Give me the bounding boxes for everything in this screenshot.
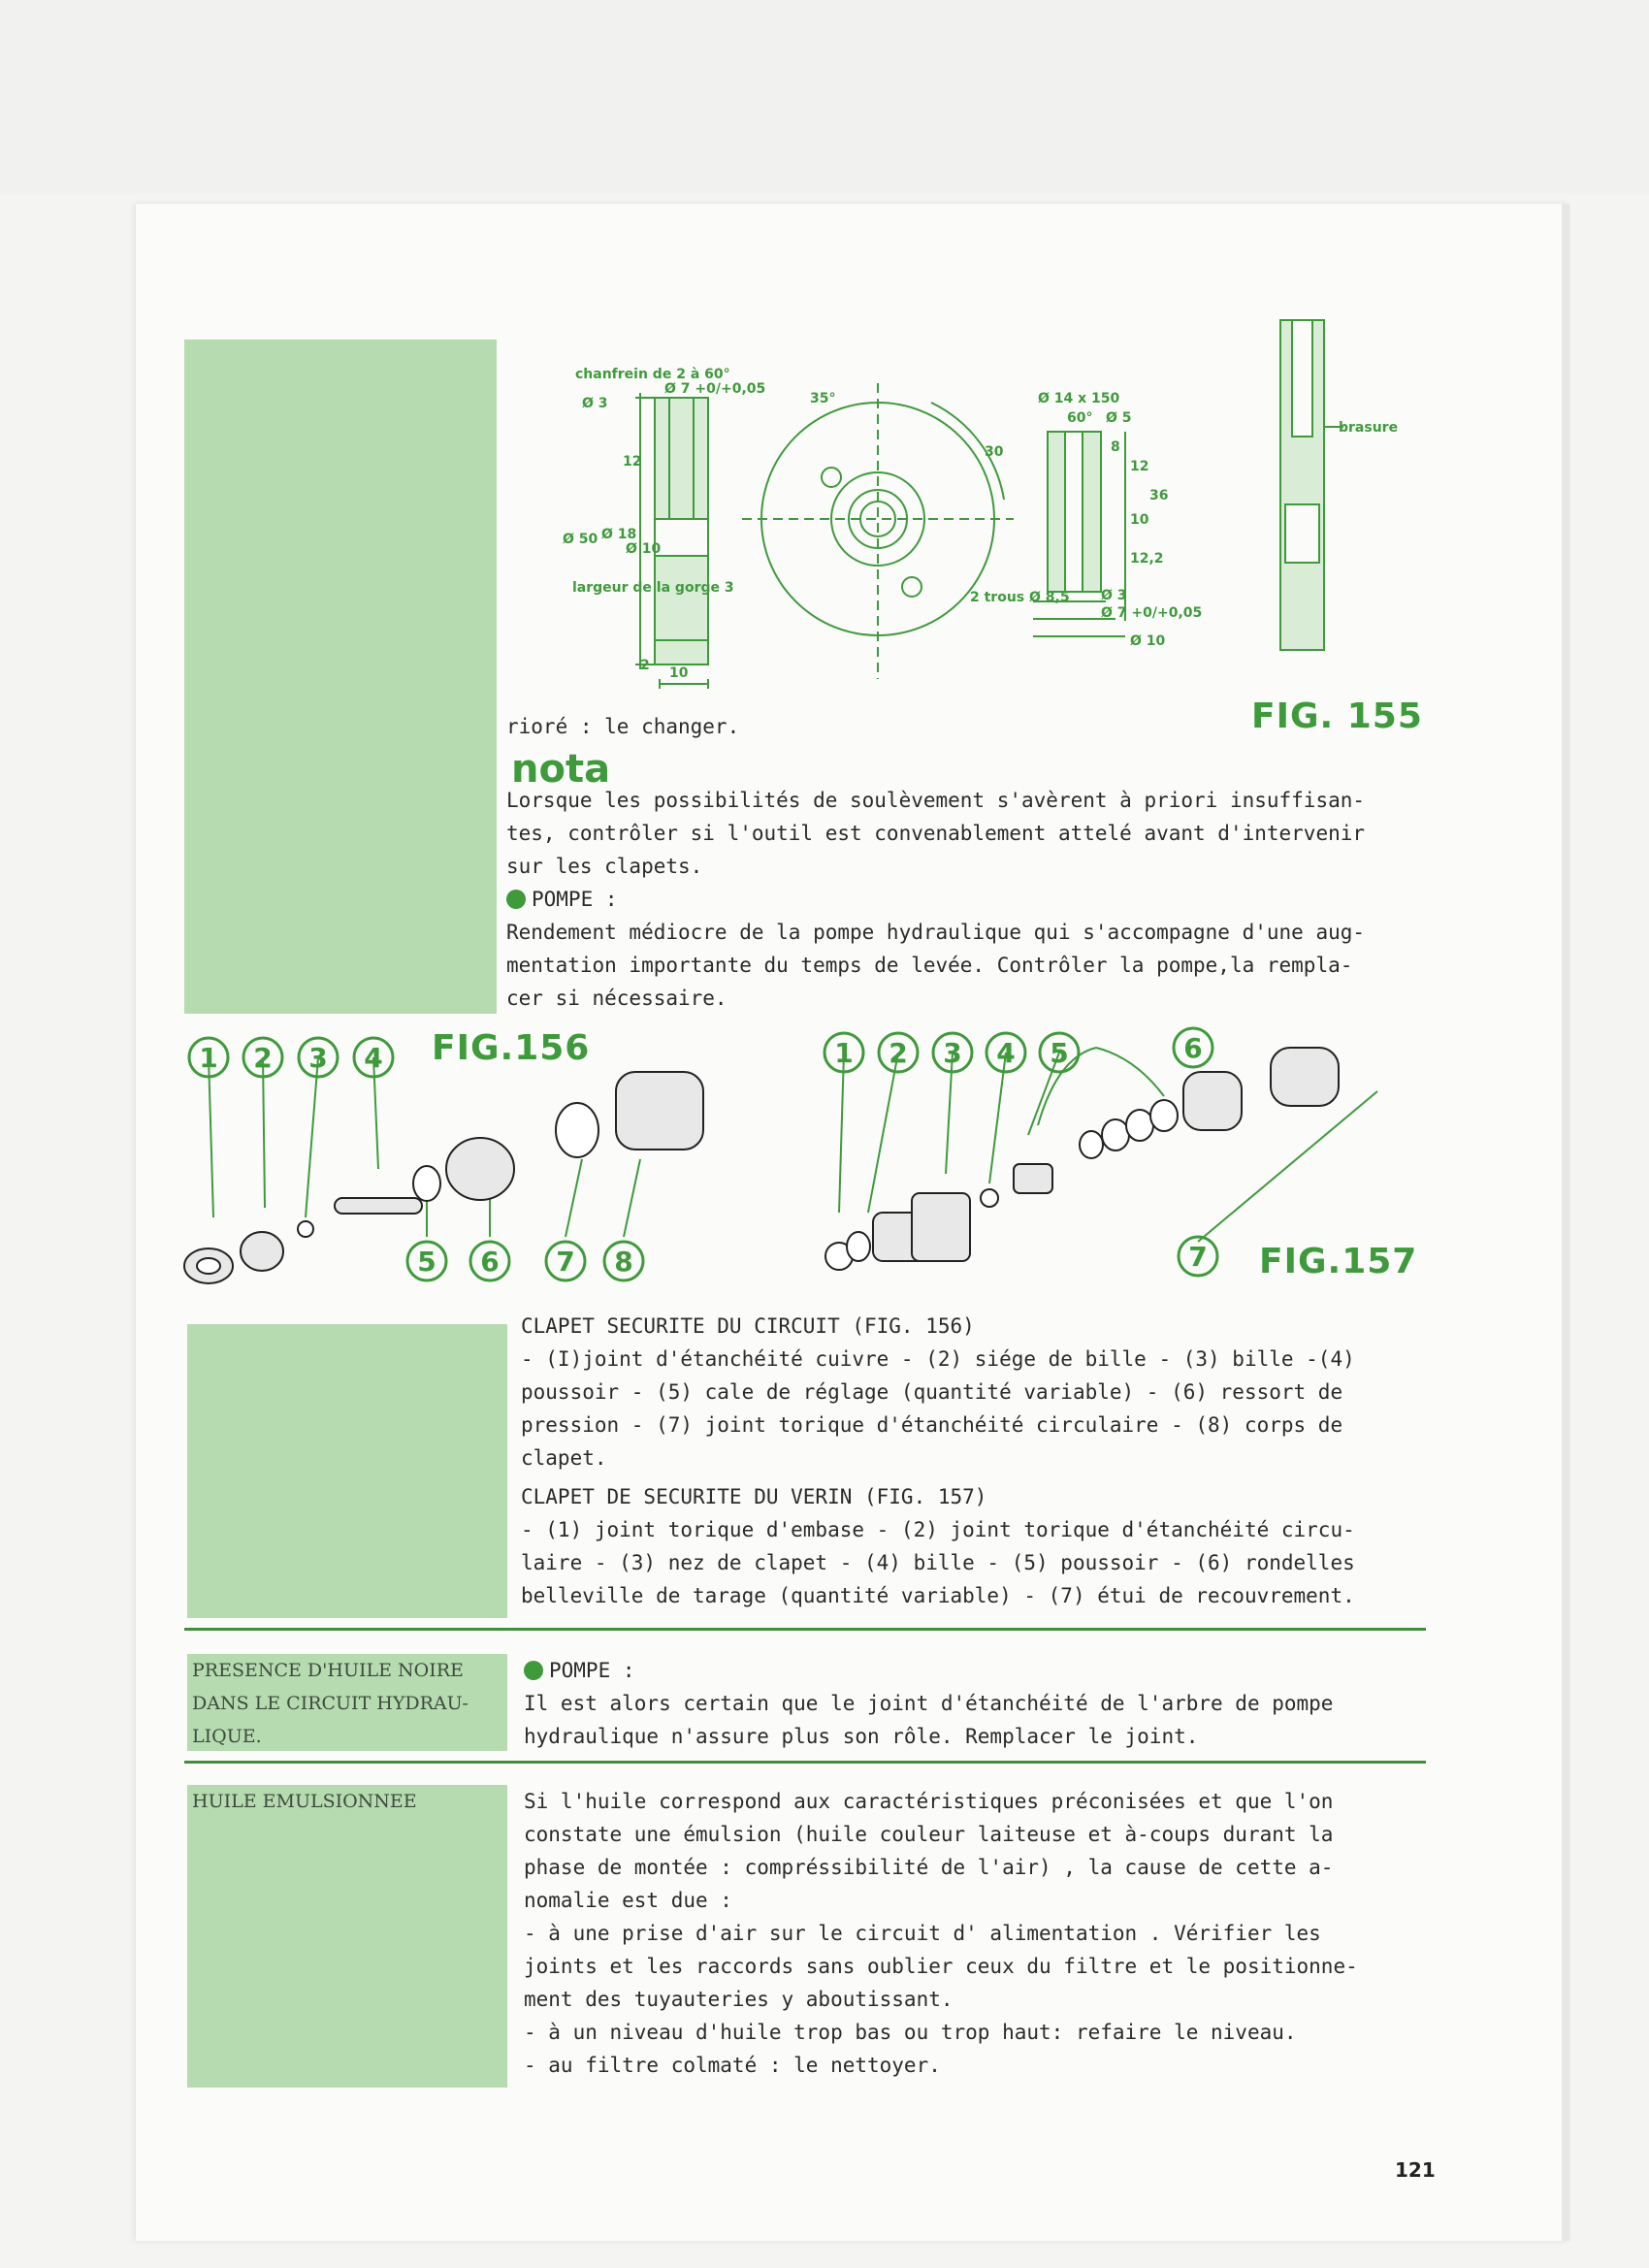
fig156-label: FIG.156 xyxy=(432,1028,591,1068)
annot-trous: 2 trous Ø 8,5 xyxy=(970,590,1070,605)
nota-line: sur les clapets. xyxy=(506,855,703,878)
section2-text xyxy=(521,1310,1452,1612)
fig157-callout-number: 4 xyxy=(996,1037,1016,1069)
fig157-callout-number: 6 xyxy=(1183,1032,1203,1064)
section-divider xyxy=(184,1628,1426,1631)
pompe-line: Rendement médiocre de la pompe hydraulique qui s'accompagne d'une aug- xyxy=(506,921,1366,944)
section4-line: - au filtre colmaté : le nettoyer. xyxy=(524,2054,941,2077)
nota-title: nota xyxy=(511,747,611,792)
pompe-heading xyxy=(524,1654,1436,1687)
annot-122: 12,2 xyxy=(1130,551,1164,567)
fig155-label: FIG. 155 xyxy=(1251,697,1423,736)
fig156-callout-number: 6 xyxy=(480,1246,500,1278)
fig156-callout-number: 7 xyxy=(556,1246,575,1278)
pompe-label: POMPE : xyxy=(549,1659,635,1682)
section4-line: - à une prise d'air sur le circuit d' alimentation . Vérifier les xyxy=(524,1922,1321,1945)
fig156-callout-number: 2 xyxy=(253,1042,273,1074)
annot-d3b: Ø 3 xyxy=(1101,588,1127,603)
annot-36: 36 xyxy=(1149,488,1169,503)
section2-line: poussoir - (5) cale de réglage (quantité variable) - (6) ressort de xyxy=(521,1380,1343,1404)
section4-label-line: HUILE EMULSIONNEE xyxy=(192,1791,417,1812)
section4-line: joints et les raccords sans oublier ceux du filtre et le positionne- xyxy=(524,1955,1358,1978)
annot-d18: Ø 18 xyxy=(601,527,637,542)
section-divider xyxy=(184,1761,1426,1764)
section4-line: ment des tuyauteries y aboutissant. xyxy=(524,1988,954,2011)
annot-d7b: Ø 7 +0/+0,05 xyxy=(1101,605,1203,621)
fig156-callout-number: 1 xyxy=(199,1042,218,1074)
annot-d10: Ø 10 xyxy=(626,541,662,557)
pompe-heading xyxy=(506,883,1438,916)
fig157-callout-number: 3 xyxy=(943,1037,962,1069)
section2-line: clapet. xyxy=(521,1446,607,1470)
fig156-callout-number: 3 xyxy=(308,1042,328,1074)
section4-line: constate une émulsion (huile couleur laiteuse et à-coups durant la xyxy=(524,1823,1334,1846)
fig156-callout-number: 4 xyxy=(364,1042,383,1074)
annot-2: 2 xyxy=(640,658,650,673)
section2-line: laire - (3) nez de clapet - (4) bille - (5) poussoir - (6) rondelles xyxy=(521,1551,1355,1574)
section4-line: nomalie est due : xyxy=(524,1889,732,1912)
section1-intro: rioré : le changer. xyxy=(506,715,740,738)
fig156-callout-number: 5 xyxy=(417,1246,436,1278)
section4-label xyxy=(192,1785,512,1818)
section4-line: - à un niveau d'huile trop bas ou trop haut: refaire le niveau. xyxy=(524,2021,1297,2044)
annot-d3: Ø 3 xyxy=(582,396,608,411)
annot-d14: Ø 14 x 150 xyxy=(1038,391,1120,406)
annot-12: 12 xyxy=(623,454,642,470)
fig157-callout-number: 5 xyxy=(1050,1037,1069,1069)
fig155-drawing xyxy=(543,310,1436,718)
section3-line: hydraulique n'assure plus son rôle. Remplacer le joint. xyxy=(524,1725,1199,1748)
annot-d50: Ø 50 xyxy=(563,532,598,547)
fig157-callout-number: 2 xyxy=(889,1037,908,1069)
annot-d7: Ø 7 +0/+0,05 xyxy=(664,381,766,397)
nota-line: tes, contrôler si l'outil est convenablement attelé avant d'intervenir xyxy=(506,822,1366,845)
annot-35: 35° xyxy=(810,391,836,406)
fig157-callout-number: 7 xyxy=(1188,1241,1208,1273)
annot-d5: Ø 5 xyxy=(1106,410,1132,426)
annot-10b: 10 xyxy=(1130,512,1149,528)
section2-line: - (1) joint torique d'embase - (2) joint torique d'étanchéité circu- xyxy=(521,1518,1355,1541)
pompe-line: cer si nécessaire. xyxy=(506,987,728,1010)
section3-label-line: LIQUE. xyxy=(192,1726,262,1747)
fig157-callout-number: 1 xyxy=(834,1037,854,1069)
annot-10: 10 xyxy=(669,665,689,681)
section2-line: pression - (7) joint torique d'étanchéité circulaire - (8) corps de xyxy=(521,1413,1343,1437)
green-margin-box-2 xyxy=(187,1324,507,1618)
section3-line: Il est alors certain que le joint d'étanchéité de l'arbre de pompe xyxy=(524,1692,1334,1715)
green-margin-box-4 xyxy=(187,1785,507,2088)
section2-line: - (I)joint d'étanchéité cuivre - (2) siége de bille - (3) bille -(4) xyxy=(521,1347,1355,1371)
pompe-label: POMPE : xyxy=(532,888,618,911)
page-number: 121 xyxy=(1395,2158,1436,2182)
pompe-line: mentation importante du temps de levée. Contrôler la pompe,la rempla- xyxy=(506,954,1353,977)
annot-12b: 12 xyxy=(1130,459,1149,474)
bullet-icon xyxy=(524,1661,543,1680)
annot-8: 8 xyxy=(1111,439,1120,455)
annot-30: 30 xyxy=(985,444,1004,460)
section3-label-line: DANS LE CIRCUIT HYDRAU- xyxy=(192,1693,469,1714)
annot-d10b: Ø 10 xyxy=(1130,633,1166,649)
section4-line: phase de montée : compréssibilité de l'air) , la cause de cette a- xyxy=(524,1856,1334,1879)
section2-title1: CLAPET SECURITE DU CIRCUIT (FIG. 156) xyxy=(521,1314,975,1338)
section3-text xyxy=(524,1654,1436,1753)
nota-line: Lorsque les possibilités de soulèvement s'avèrent à priori insuffisan- xyxy=(506,789,1366,812)
scan-background xyxy=(0,0,1649,194)
green-margin-box-1 xyxy=(184,340,497,1014)
fig157-label: FIG.157 xyxy=(1259,1242,1418,1281)
nota-paragraph xyxy=(506,784,1438,1015)
section2-title2: CLAPET DE SECURITE DU VERIN (FIG. 157) xyxy=(521,1485,987,1508)
section2-line: belleville de tarage (quantité variable) - (7) étui de recouvrement. xyxy=(521,1584,1355,1607)
annot-60: 60° xyxy=(1067,410,1093,426)
section4-text xyxy=(524,1785,1436,2082)
fig156-callout-number: 8 xyxy=(614,1246,633,1278)
annot-largeur: largeur de la gorge 3 xyxy=(572,580,734,596)
annot-chanfrein: chanfrein de 2 à 60° xyxy=(575,367,730,382)
section3-label-line: PRESENCE D'HUILE NOIRE xyxy=(192,1660,464,1681)
section4-line: Si l'huile correspond aux caractéristiques préconisées et que l'on xyxy=(524,1790,1334,1813)
annot-brasure: brasure xyxy=(1339,420,1399,436)
section3-label xyxy=(192,1654,512,1753)
section1-text xyxy=(506,710,1438,743)
bullet-icon xyxy=(506,890,526,909)
